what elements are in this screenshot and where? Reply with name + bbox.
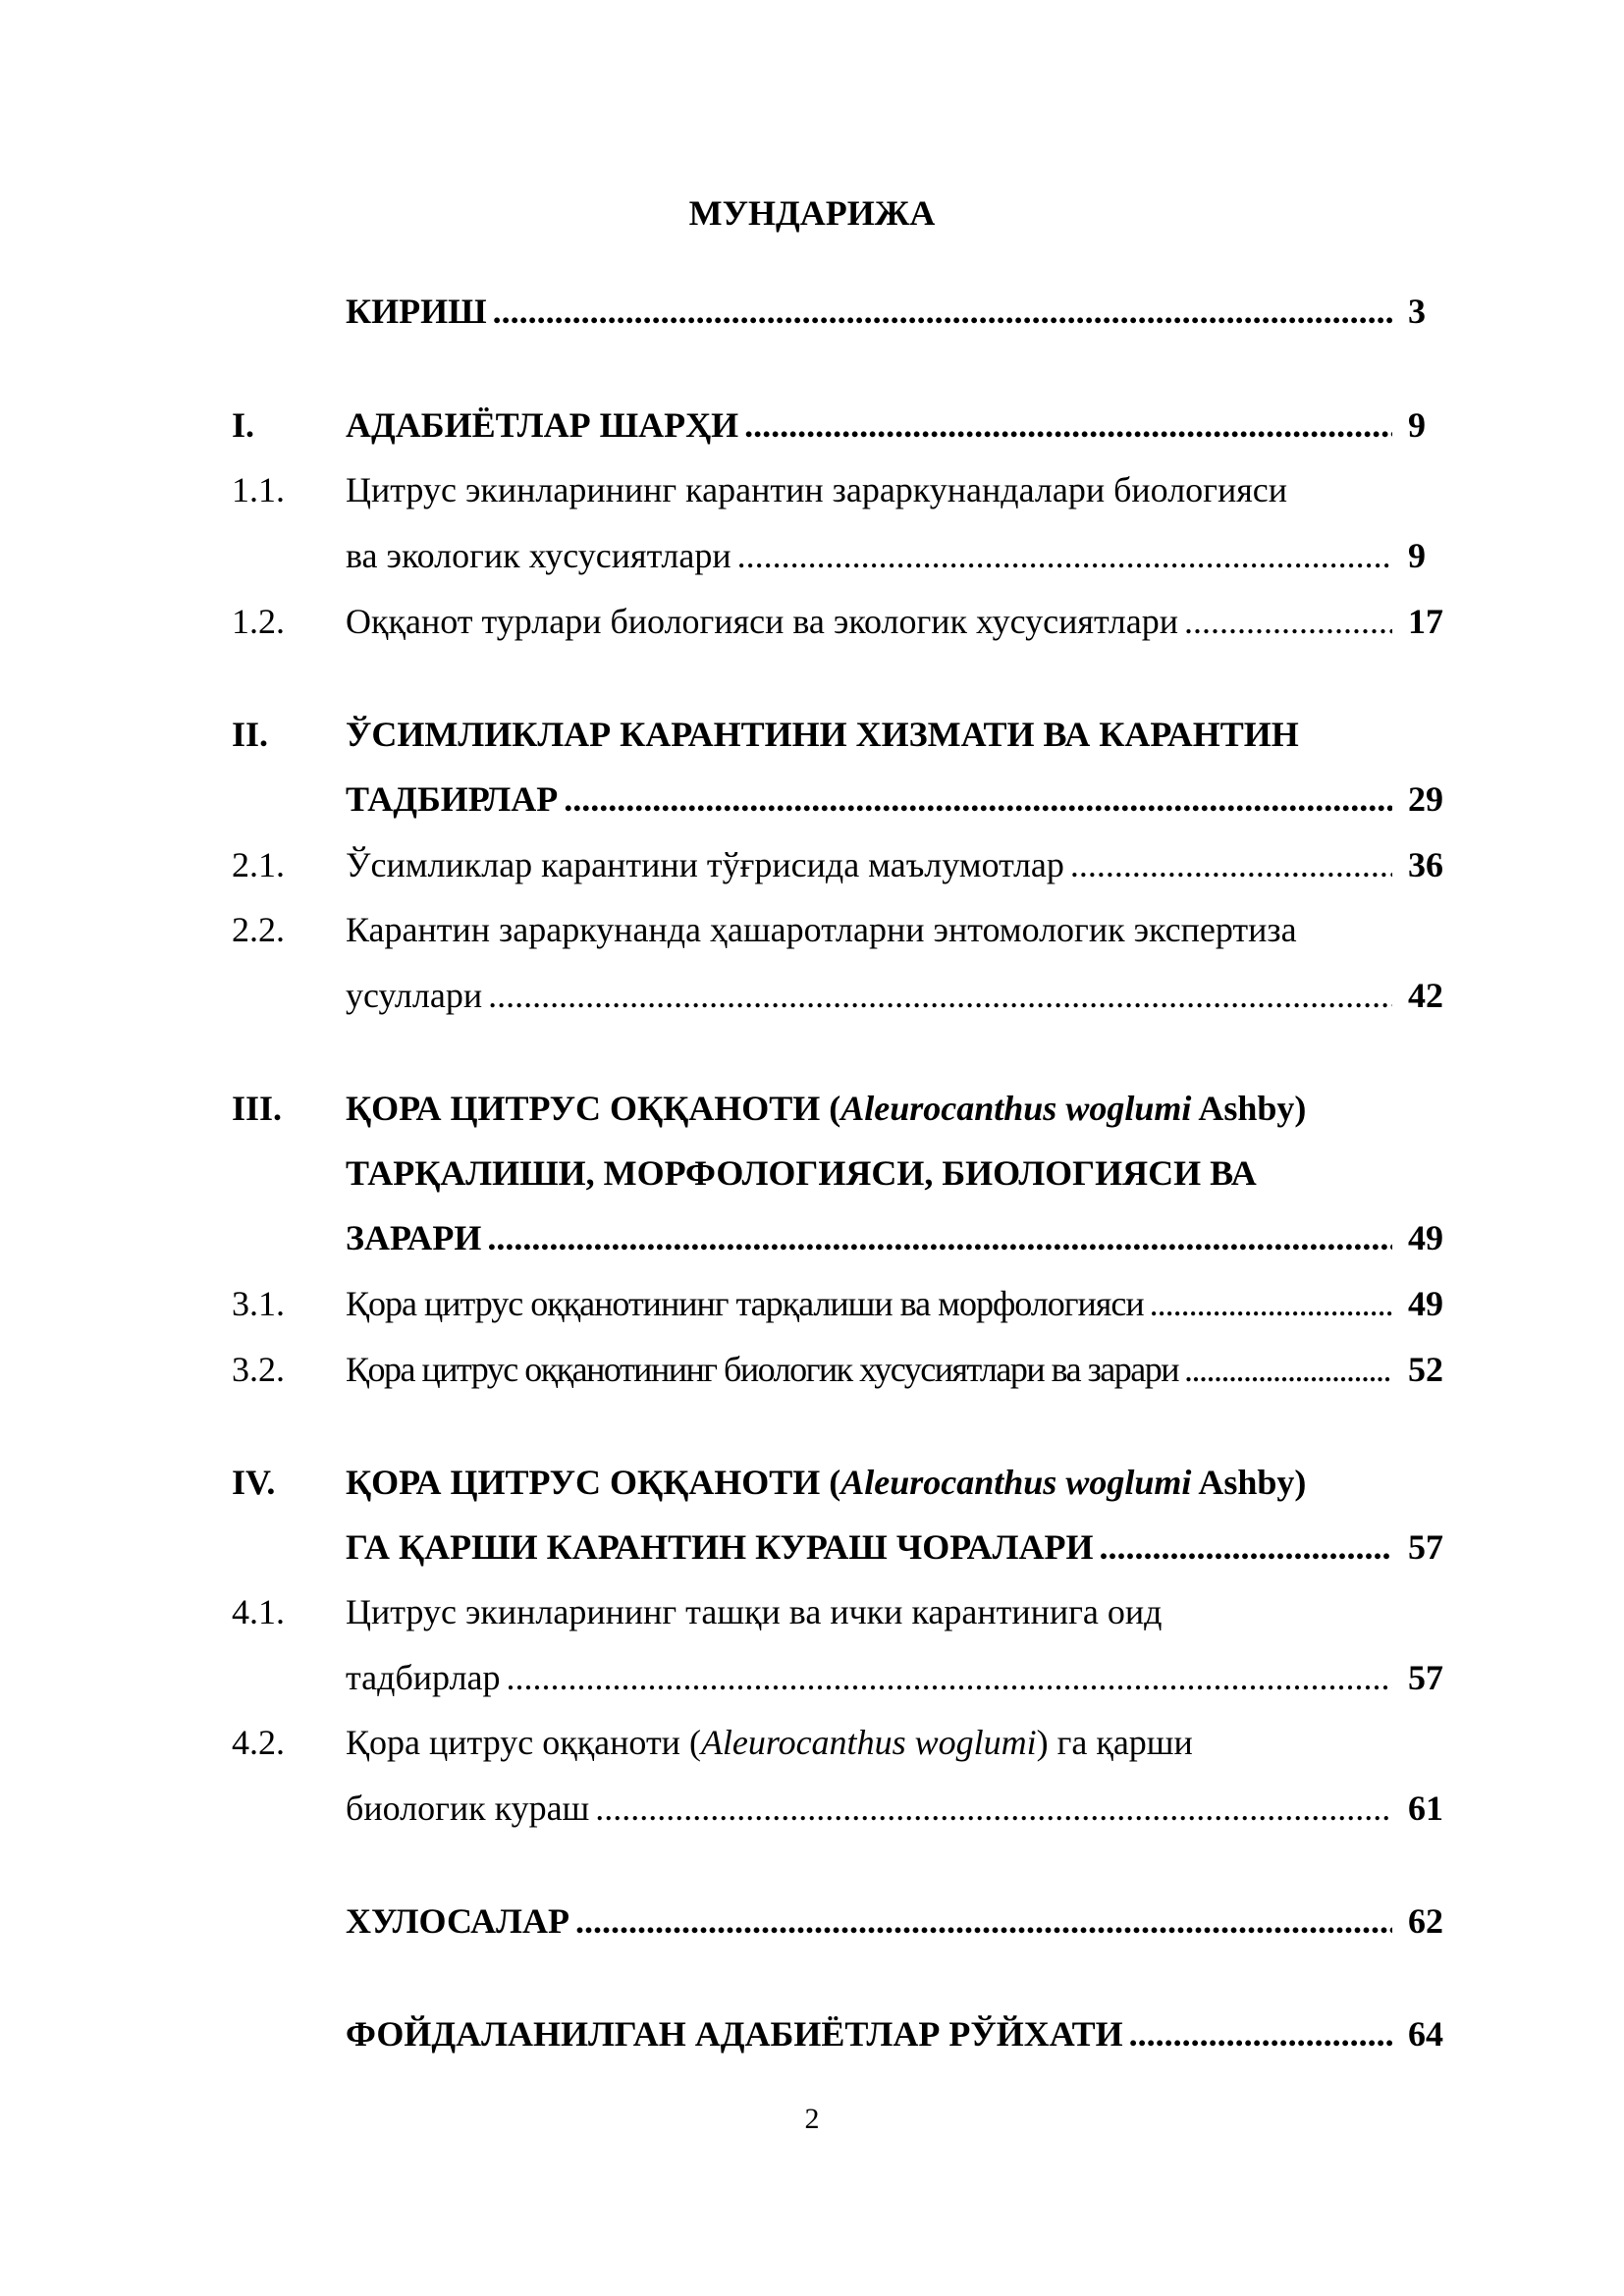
toc-entry-label: Карантин зараркунанда ҳашаротларни энтомологик экспертиза: [346, 910, 1297, 949]
toc-page-number: 17: [1408, 602, 1443, 641]
label-part: ) га қарши: [1036, 1723, 1193, 1762]
section-number: IV.: [232, 1463, 276, 1502]
toc-page-number: 61: [1408, 1789, 1443, 1828]
leader-dots: [1099, 1526, 1392, 1568]
section-number: III.: [232, 1089, 283, 1128]
toc-entry-label-continued: тадбирлар: [346, 1658, 501, 1697]
label-part: Ashby): [1191, 1463, 1307, 1502]
toc-page-number: 36: [1408, 845, 1443, 884]
section-number: I.: [232, 405, 255, 445]
toc-entry-label: Цитрус экинларининг карантин зараркунандалари биологияси: [346, 470, 1288, 509]
toc-page-number: 57: [1408, 1527, 1443, 1567]
toc-entry-label: Ўсимликлар карантини тўғрисида маълумотлар: [346, 845, 1064, 884]
section-number: 2.2.: [232, 910, 285, 949]
leader-dots: [1129, 2013, 1392, 2055]
toc-page-number: 62: [1408, 1901, 1443, 1941]
leader-dots: [564, 778, 1392, 820]
toc-entry-2-1: [346, 844, 1398, 885]
leader-dots: [744, 404, 1392, 446]
toc-entry-label-continued: усуллари: [346, 976, 483, 1015]
section-number: 4.2.: [232, 1723, 285, 1762]
toc-entry-label: [346, 1462, 1306, 1503]
toc-entry-label-continued: ТАДБИРЛАР: [346, 779, 559, 819]
toc-entry-intro: [346, 291, 1398, 332]
section-number: 1.2.: [232, 602, 285, 641]
leader-dots: [1150, 1283, 1392, 1324]
toc-entry-label: Оққанот турлари биологияси ва экологик хусусиятлари: [346, 602, 1178, 641]
toc-entry-3-1: [346, 1283, 1398, 1324]
leader-dots: [507, 1657, 1392, 1698]
section-number: 3.1.: [232, 1284, 285, 1323]
footer-page-number: 2: [804, 2103, 820, 2135]
leader-dots: [1184, 601, 1392, 642]
species-name-italic: Aleurocanthus woglumi: [840, 1463, 1192, 1502]
species-name-italic: Aleurocanthus woglumi: [840, 1089, 1192, 1128]
section-number: 4.1.: [232, 1592, 285, 1631]
toc-page-number: 52: [1408, 1350, 1443, 1389]
leader-dots: [493, 291, 1392, 332]
leader-dots: [1184, 1349, 1392, 1390]
toc-entry-label-continued: ГА ҚАРШИ КАРАНТИН КУРАШ ЧОРАЛАРИ: [346, 1527, 1094, 1567]
label-part: Ashby): [1191, 1089, 1307, 1128]
section-number: II.: [232, 715, 269, 754]
toc-entry-label: Қора цитрус оққанотининг биологик хусусиятлари ва зарари: [346, 1350, 1179, 1389]
toc-entry-label: ХУЛОСАЛАР: [346, 1901, 569, 1941]
toc-entry-section-4: [346, 1526, 1398, 1568]
species-name-italic: Aleurocanthus woglumi: [700, 1723, 1037, 1762]
leader-dots: [488, 975, 1392, 1016]
toc-page-number: 9: [1408, 405, 1426, 445]
leader-dots: [1070, 844, 1392, 885]
leader-dots: [575, 1900, 1392, 1942]
toc-page-number: 3: [1408, 292, 1426, 331]
toc-entry-label: [346, 1722, 1193, 1763]
toc-page-number: 49: [1408, 1284, 1443, 1323]
toc-entry-label: ЎСИМЛИКЛАР КАРАНТИНИ ХИЗМАТИ ВА КАРАНТИН: [346, 715, 1299, 754]
toc-page-number: 9: [1408, 536, 1426, 575]
toc-entry-references: [346, 2013, 1398, 2055]
leader-dots: [595, 1788, 1392, 1829]
toc-entry-label: Қора цитрус оққанотининг тарқалиши ва морфологияси: [346, 1284, 1144, 1323]
toc-entry-section-1: [346, 404, 1398, 446]
toc-entry-label-continued: биологик кураш: [346, 1789, 590, 1828]
toc-entry-label: Цитрус экинларининг ташқи ва ички карантинига оид: [346, 1592, 1163, 1631]
toc-entry-3-2: [346, 1349, 1398, 1390]
toc-entry-4-2: [346, 1788, 1398, 1829]
toc-entry-label-continued: ТАРҚАЛИШИ, МОРФОЛОГИЯСИ, БИОЛОГИЯСИ ВА: [346, 1153, 1257, 1193]
toc-entry-section-3: [346, 1217, 1398, 1258]
toc-entry-label-continued: ЗАРАРИ: [346, 1218, 482, 1257]
section-number: 2.1.: [232, 845, 285, 884]
section-number: 1.1.: [232, 470, 285, 509]
toc-page-number: 29: [1408, 779, 1443, 819]
toc-entry-label: АДАБИЁТЛАР ШАРҲИ: [346, 405, 739, 445]
toc-entry-label: КИРИШ: [346, 292, 487, 331]
toc-entry-4-1: [346, 1657, 1398, 1698]
toc-entry-1-1: [346, 535, 1398, 576]
toc-page-number: 57: [1408, 1658, 1443, 1697]
toc-entry-1-2: [346, 601, 1398, 642]
label-part: Қора цитрус оққаноти (: [346, 1723, 701, 1762]
toc-entry-label-continued: ва экологик хусусиятлари: [346, 536, 731, 575]
toc-page-number: 64: [1408, 2014, 1443, 2054]
section-number: 3.2.: [232, 1350, 285, 1389]
page-title: МУНДАРИЖА: [688, 193, 936, 233]
toc-entry-label: ФОЙДАЛАНИЛГАН АДАБИЁТЛАР РЎЙХАТИ: [346, 2014, 1123, 2054]
label-part: ҚОРА ЦИТРУС ОҚҚАНОТИ (: [346, 1463, 841, 1502]
label-part: ҚОРА ЦИТРУС ОҚҚАНОТИ (: [346, 1089, 841, 1128]
toc-entry-2-2: [346, 975, 1398, 1016]
leader-dots: [737, 535, 1392, 576]
toc-entry-label: [346, 1088, 1306, 1129]
leader-dots: [487, 1217, 1392, 1258]
toc-page-number: 42: [1408, 976, 1443, 1015]
toc-entry-conclusions: [346, 1900, 1398, 1942]
toc-entry-section-2: [346, 778, 1398, 820]
toc-page-number: 49: [1408, 1218, 1443, 1257]
